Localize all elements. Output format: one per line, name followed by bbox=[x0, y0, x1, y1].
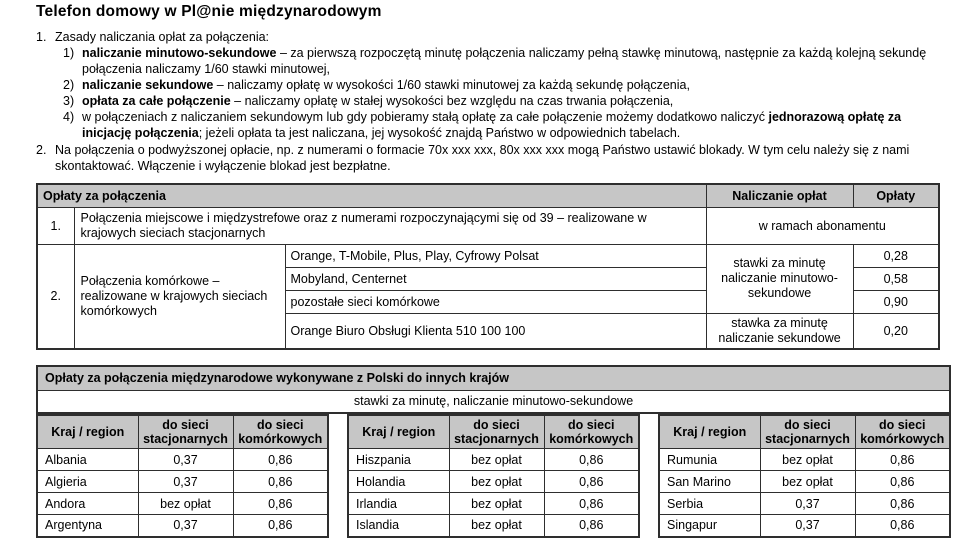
country-table-2 bbox=[347, 414, 640, 538]
row-description: Połączenia komórkowe – realizowane w krajowych sieciach komórkowych bbox=[74, 244, 285, 349]
table-row: Islandia bez opłat 0,86 bbox=[348, 515, 639, 537]
table-header-row bbox=[37, 184, 939, 207]
header-fees: Opłaty bbox=[853, 184, 939, 207]
page-title: Telefon domowy w Pl@nie międzynarodowym bbox=[36, 3, 382, 20]
billing-cell: stawki za minutę naliczanie minutowo-sekundowe bbox=[706, 244, 853, 313]
table-row: Holandia bez opłat 0,86 bbox=[348, 471, 639, 493]
row-number: 1. bbox=[37, 207, 74, 244]
country-table-1 bbox=[36, 414, 329, 538]
price-cell: 0,90 bbox=[853, 290, 939, 313]
rule-item-4: 4) w połączeniach z naliczaniem sekundowym lub gdy pobieramy stałą opłatę za całe połączenie możemy dodatkowo naliczyć jednorazową opłatę za inicjację połączenia; jeżeli opłata ta jest naliczana, jej wysokość znajdą Państwo w odpowiednich tabelach. bbox=[63, 110, 902, 140]
international-rates-header bbox=[36, 365, 951, 414]
networks-cell: Mobyland, Centernet bbox=[285, 267, 706, 290]
section-number: 2. bbox=[36, 143, 47, 157]
country-table-3 bbox=[658, 414, 951, 538]
rules-section bbox=[36, 29, 950, 174]
rules-section-1 bbox=[36, 29, 950, 141]
rule-item-3: 3) opłata za całe połączenie – naliczamy opłatę w stałej wysokości bez względu na czas trwania połączenia, bbox=[63, 94, 674, 108]
section-text: Na połączenia o podwyższonej opłacie, np. z numerami o formacie 70x xxx xxx, 80x xxx xxx mogą Państwo ustawić blokady. W tym celu należy się z nami skontaktować. Włączenie i wyłączenie blokad jest bezpłatne. bbox=[55, 143, 910, 173]
networks-cell: Orange, T-Mobile, Plus, Play, Cyfrowy Polsat bbox=[285, 244, 706, 267]
table-row: Rumunia bez opłat 0,86 bbox=[659, 449, 950, 471]
international-rates-section bbox=[36, 365, 950, 538]
country-tables bbox=[36, 414, 951, 538]
rules-section-2 bbox=[36, 142, 950, 174]
price-cell: 0,28 bbox=[853, 244, 939, 267]
domestic-rates-table bbox=[36, 183, 940, 350]
table-row: Singapur 0,37 0,86 bbox=[659, 515, 950, 537]
table-row: San Marino bez opłat 0,86 bbox=[659, 471, 950, 493]
header-calls: Opłaty za połączenia bbox=[37, 184, 706, 207]
table-row bbox=[37, 207, 939, 244]
table-row: Algieria 0,37 0,86 bbox=[37, 471, 328, 493]
header-billing: Naliczanie opłat bbox=[706, 184, 853, 207]
section-number: 1. bbox=[36, 30, 47, 44]
table-row: Andora bez opłat 0,86 bbox=[37, 493, 328, 515]
rule-item-2: 2) naliczanie sekundowe – naliczamy opłatę w wysokości 1/60 stawki minutowej za każdą sekundę połączenia, bbox=[63, 78, 690, 92]
price-cell: 0,58 bbox=[853, 267, 939, 290]
international-table-subtitle: stawki za minutę, naliczanie minutowo-sekundowe bbox=[37, 391, 950, 413]
billing-cell: stawka za minutę naliczanie sekundowe bbox=[706, 313, 853, 349]
section-heading: Zasady naliczania opłat za połączenia: bbox=[55, 30, 270, 44]
international-table-title: Opłaty za połączenia międzynarodowe wykonywane z Polski do innych krajów bbox=[37, 366, 950, 391]
table-row: Serbia 0,37 0,86 bbox=[659, 493, 950, 515]
price-cell: 0,20 bbox=[853, 313, 939, 349]
rule-item-1: 1) naliczanie minutowo-sekundowe – za pierwszą rozpoczętą minutę połączenia naliczamy pełną stawkę minutową, następnie za każdą kolejną sekundę połączenia naliczamy 1/60 stawki minutowej, bbox=[63, 46, 927, 76]
table-row: Hiszpania bez opłat 0,86 bbox=[348, 449, 639, 471]
row-fee: w ramach abonamentu bbox=[706, 207, 939, 244]
country-table-header: Kraj / region do sieci stacjonarnych do sieci komórkowych bbox=[659, 415, 950, 449]
table-row: Irlandia bez opłat 0,86 bbox=[348, 493, 639, 515]
row-number: 2. bbox=[37, 244, 74, 349]
networks-cell: pozostałe sieci komórkowe bbox=[285, 290, 706, 313]
row-description: Połączenia miejscowe i międzystrefowe oraz z numerami rozpoczynającymi się od 39 – realizowane w krajowych sieciach stacjonarnych bbox=[74, 207, 706, 244]
networks-cell: Orange Biuro Obsługi Klienta 510 100 100 bbox=[285, 313, 706, 349]
table-row: Albania 0,37 0,86 bbox=[37, 449, 328, 471]
country-table-header: Kraj / region do sieci stacjonarnych do sieci komórkowych bbox=[37, 415, 328, 449]
table-row bbox=[37, 244, 939, 267]
country-table-header: Kraj / region do sieci stacjonarnych do sieci komórkowych bbox=[348, 415, 639, 449]
table-row: Argentyna 0,37 0,86 bbox=[37, 515, 328, 537]
